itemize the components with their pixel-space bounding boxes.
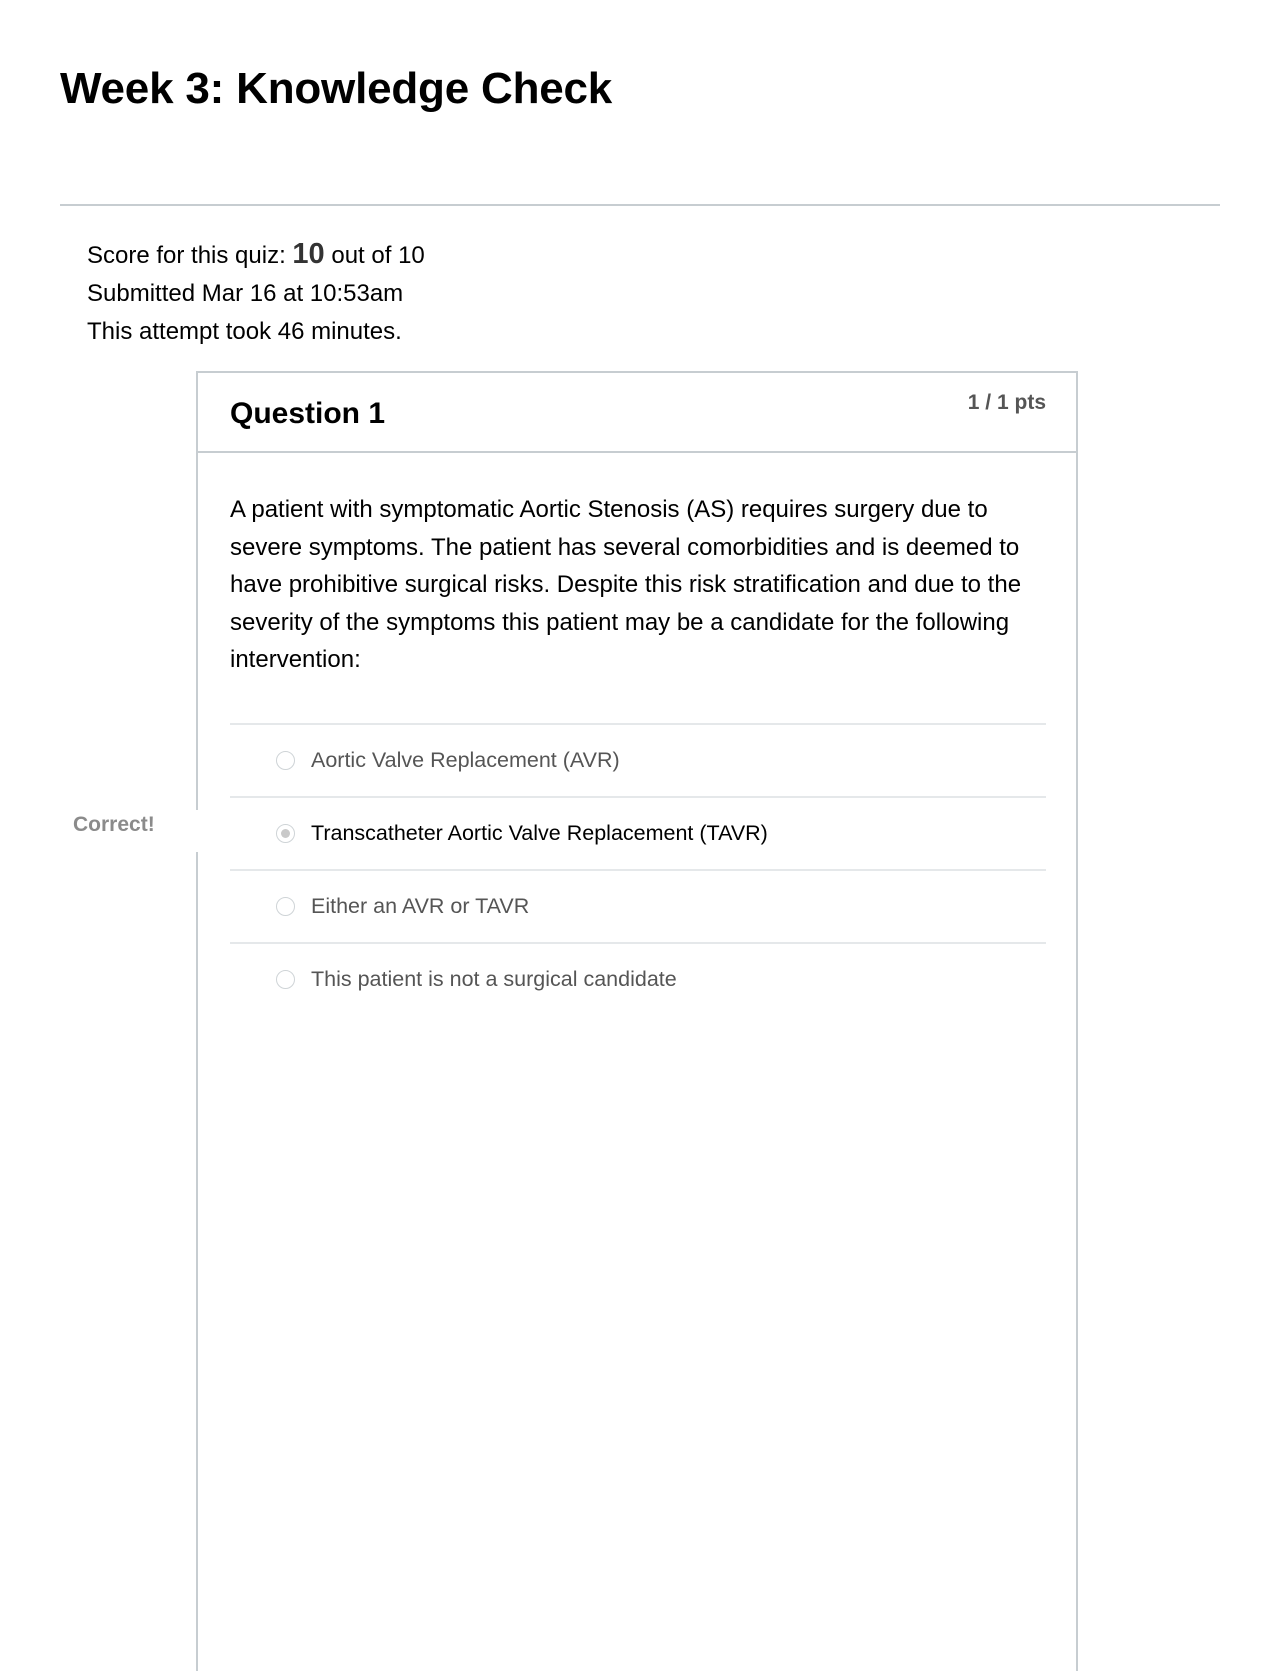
answer-label: This patient is not a surgical candidate [311,967,677,991]
question-header [198,373,1076,453]
quiz-summary [87,235,425,351]
answer-label: Either an AVR or TAVR [311,894,530,918]
score-value: 10 [292,238,325,270]
score-total: out of 10 [331,242,425,269]
question-card [196,371,1078,1671]
answer-option[interactable] [230,723,1046,796]
answer-label: Aortic Valve Replacement (AVR) [311,748,620,772]
answer-list [230,723,1046,1015]
answer-option[interactable] [230,869,1046,942]
question-title: Question 1 [230,397,386,430]
attempt-duration: This attempt took 46 minutes. [87,318,402,345]
radio-button[interactable] [276,897,295,916]
correct-answer-flag: Correct! [73,813,155,836]
title-divider [60,204,1220,206]
page-title: Week 3: Knowledge Check [60,64,613,113]
score-line [87,235,425,275]
radio-button-selected[interactable] [276,824,295,843]
submitted-time: Submitted Mar 16 at 10:53am [87,280,404,307]
radio-button[interactable] [276,751,295,770]
score-label: Score for this quiz: [87,242,286,269]
answer-option-selected[interactable] [230,796,1046,869]
question-text: A patient with symptomatic Aortic Stenosis (AS) requires surgery due to severe symptoms. The patient has several comorbidities and is deemed to have prohibitive surgical risks. Despite this risk stratification and due to the severity of the symptoms this patient may be a candidate for the following intervention: [230,496,1022,673]
question-points: 1 / 1 pts [967,391,1046,414]
answer-option[interactable] [230,942,1046,1015]
answer-label: Transcatheter Aortic Valve Replacement (TAVR) [311,821,768,845]
radio-button[interactable] [276,970,295,989]
flag-gap [190,810,200,852]
